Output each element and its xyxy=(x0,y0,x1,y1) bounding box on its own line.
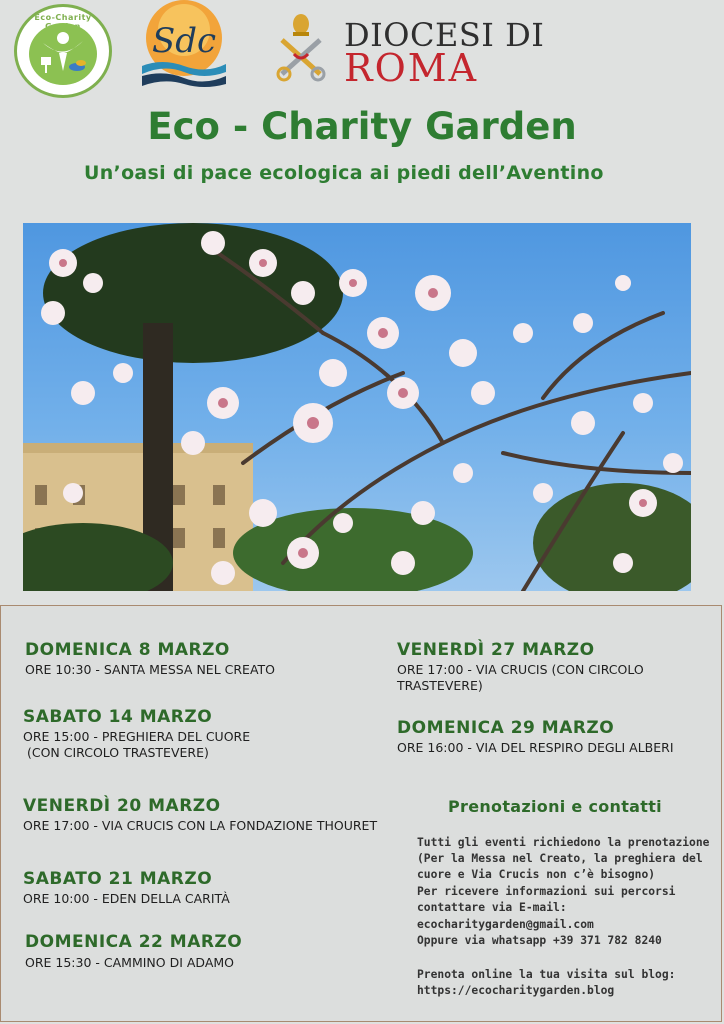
contact-line: Tutti gli eventi richiedono la prenotazione xyxy=(417,836,710,849)
blog-link[interactable]: https://ecocharitygarden.blog xyxy=(417,984,615,997)
event-detail: ORE 10:30 - SANTA MESSA NEL CREATO xyxy=(25,662,275,677)
contact-line: contattare via E-mail: xyxy=(417,901,567,914)
event-day: DOMENICA 8 MARZO xyxy=(25,640,230,660)
event-day: DOMENICA 22 MARZO xyxy=(25,932,243,952)
event-detail: (CON CIRCOLO TRASTEVERE) xyxy=(23,745,209,760)
sdc-logo xyxy=(138,0,230,90)
diocesi-logo-line1: DIOCESI DI xyxy=(344,16,545,54)
event-detail: ORE 16:00 - VIA DEL RESPIRO DEGLI ALBERI xyxy=(397,740,674,755)
event-day: SABATO 14 MARZO xyxy=(23,707,213,727)
logo-inner-circle xyxy=(29,23,97,85)
almond-blossom-photo xyxy=(23,223,691,591)
logo-ring-text: Eco-Charity xyxy=(34,13,92,22)
contact-line: (Per la Messa nel Creato, la preghiera del xyxy=(417,852,703,865)
event-day: DOMENICA 29 MARZO xyxy=(397,718,615,738)
event-day: VENERDÌ 27 MARZO xyxy=(397,640,595,660)
diocesi-logo-line2: ROMA xyxy=(344,46,479,90)
contact-line: Per ricevere informazioni sui percorsi xyxy=(417,885,676,898)
contact-line: cuore e Via Crucis non c’è bisogno) xyxy=(417,868,656,881)
event-day: VENERDÌ 20 MARZO xyxy=(23,796,221,816)
page-title: Eco - Charity Garden xyxy=(147,105,577,148)
papal-coat-of-arms-icon xyxy=(274,14,328,86)
contact-line: Prenota online la tua visita sul blog: xyxy=(417,968,676,981)
sdc-logo-text: Sdc xyxy=(151,21,217,61)
event-detail: ORE 17:00 - VIA CRUCIS CON LA FONDAZIONE THOURET xyxy=(23,818,378,833)
event-day: SABATO 21 MARZO xyxy=(23,869,213,889)
event-detail: ORE 17:00 - VIA CRUCIS (CON CIRCOLO xyxy=(397,662,644,677)
event-detail: ORE 15:30 - CAMMINO DI ADAMO xyxy=(25,955,234,970)
contacts-title: Prenotazioni e contatti xyxy=(448,797,662,816)
contact-email[interactable]: ecocharitygarden@gmail.com xyxy=(417,918,594,931)
person-leaf-icon xyxy=(29,23,97,85)
contact-whatsapp[interactable]: Oppure via whatsapp +39 371 782 8240 xyxy=(417,934,662,947)
page-subtitle: Un’oasi di pace ecologica ai piedi dell’Aventino xyxy=(84,162,604,184)
eco-charity-garden-logo xyxy=(14,4,112,98)
event-detail: ORE 15:00 - PREGHIERA DEL CUORE xyxy=(23,729,251,744)
event-detail: ORE 10:00 - EDEN DELLA CARITÀ xyxy=(23,891,230,906)
event-detail: TRASTEVERE) xyxy=(397,678,483,693)
